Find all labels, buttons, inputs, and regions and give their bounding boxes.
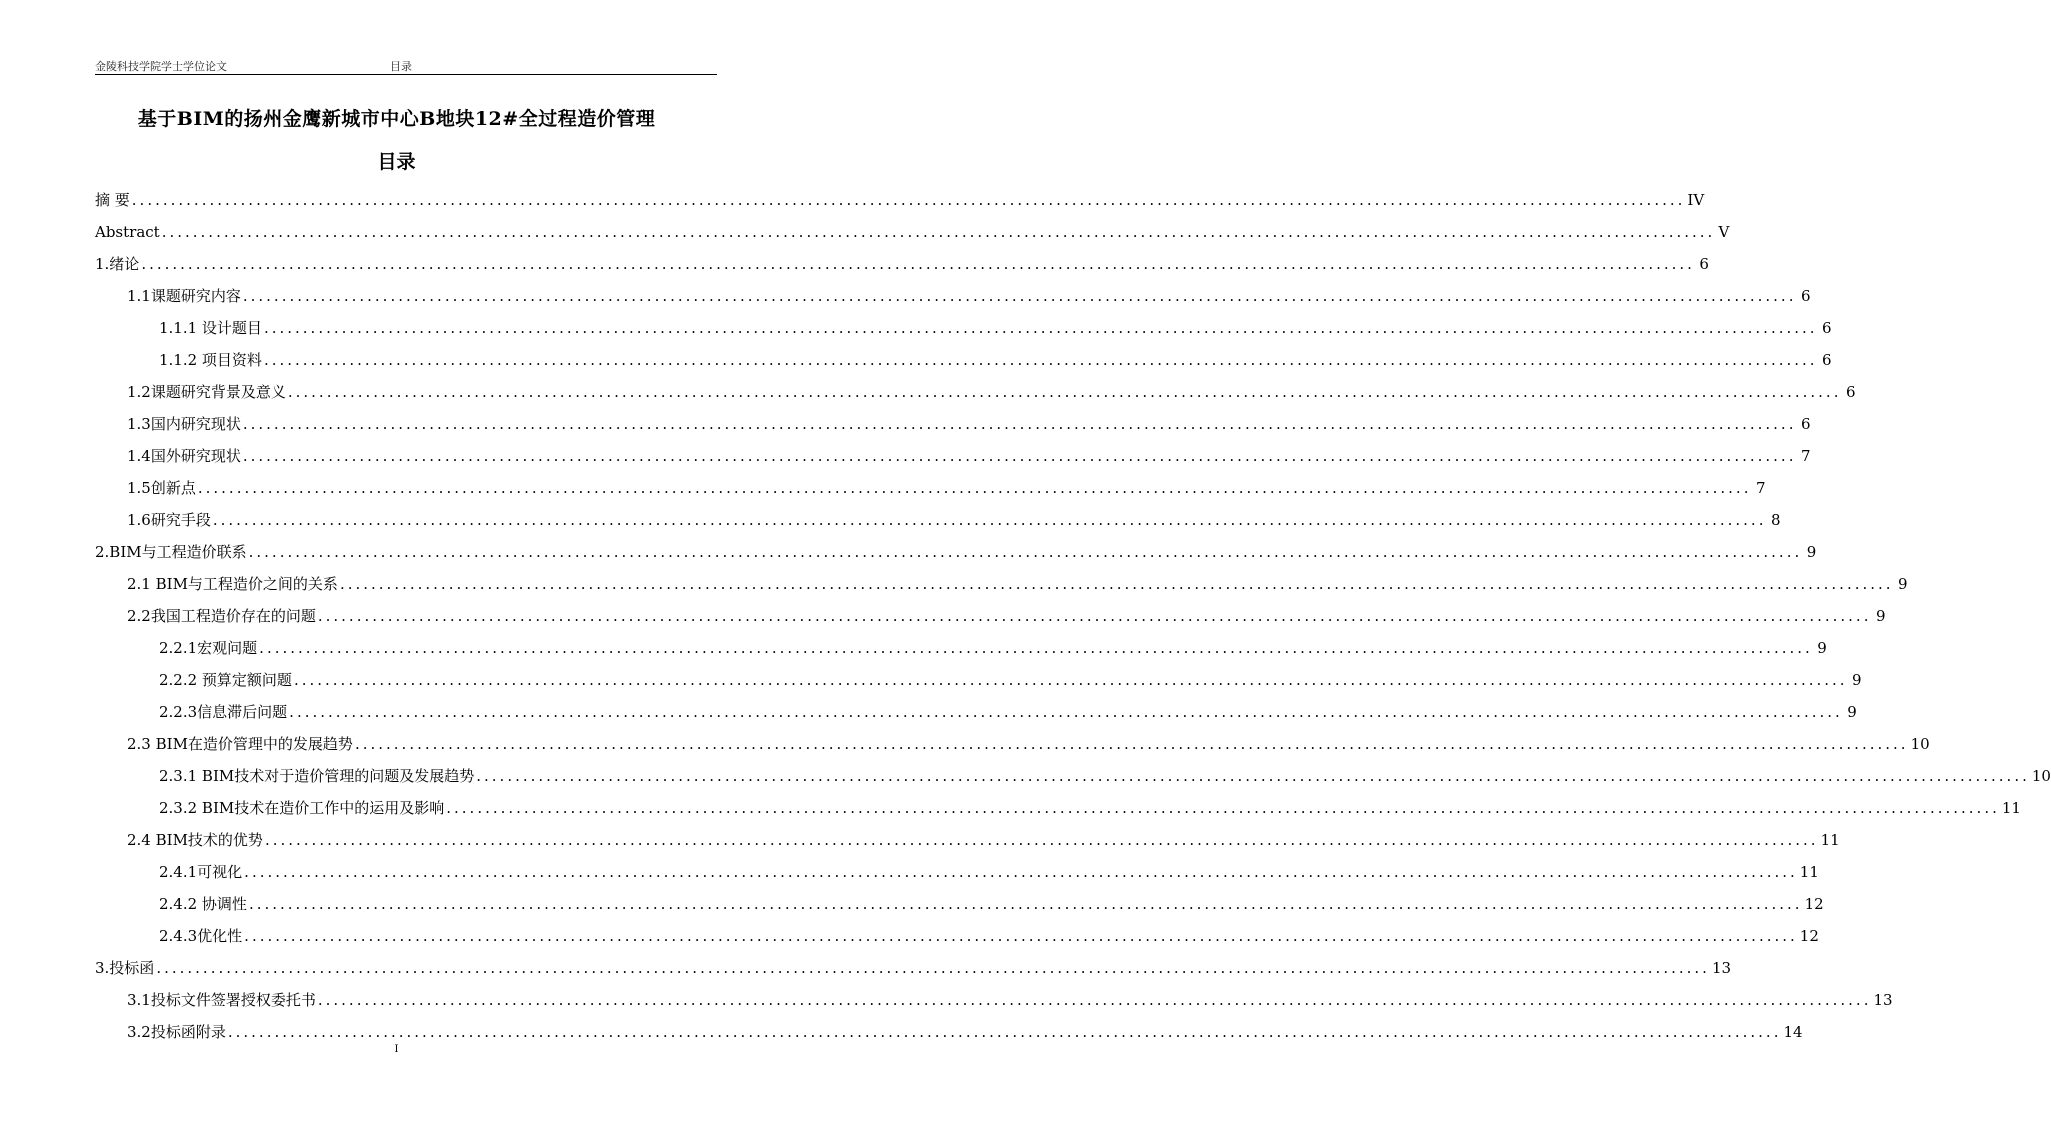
toc-dot-leader: ........................................................................................................................................................................................................: [287, 383, 1842, 401]
toc-entry[interactable]: [95, 248, 1709, 280]
toc-dot-leader: ........................................................................................................................................................................................................: [197, 479, 1752, 497]
toc-entry[interactable]: [95, 344, 1832, 376]
toc-entry-page: 9: [1806, 543, 1817, 561]
toc-entry-page: 10: [2031, 767, 2051, 785]
toc-dot-leader: ........................................................................................................................................................................................................: [244, 927, 1798, 945]
toc-dot-leader: ........................................................................................................................................................................................................: [242, 415, 1797, 433]
toc-dot-leader: ........................................................................................................................................................................................................: [141, 255, 1695, 273]
toc-entry-label: 1.4国外研究现状: [127, 447, 241, 465]
toc-entry-page: 6: [1822, 319, 1832, 337]
toc-entry-page: 6: [1822, 351, 1832, 369]
toc-entry-page: V: [1718, 223, 1730, 241]
toc-entry-label: 1.1.1 设计题目: [159, 319, 262, 337]
toc-entry-label: 2.3 BIM在造价管理中的发展趋势: [127, 735, 353, 753]
toc-entry-page: 6: [1699, 255, 1709, 273]
toc-entry-label: 2.3.1 BIM技术对于造价管理的问题及发展趋势: [159, 767, 475, 785]
toc-entry[interactable]: [95, 792, 2021, 824]
toc-entry[interactable]: [95, 888, 1824, 920]
toc-dot-leader: ........................................................................................................................................................................................................: [446, 799, 2000, 817]
toc-entry-page: 9: [1875, 607, 1886, 625]
toc-entry-label: 1.2课题研究背景及意义: [127, 383, 286, 401]
toc-entry[interactable]: [95, 600, 1886, 632]
toc-entry-label: 2.4.3优化性: [159, 927, 243, 945]
toc-dot-leader: ........................................................................................................................................................................................................: [244, 863, 1798, 881]
toc-entry[interactable]: [95, 728, 1930, 760]
toc-entry-page: 13: [1711, 959, 1732, 977]
toc-entry[interactable]: [95, 408, 1811, 440]
toc-entry[interactable]: [95, 312, 1832, 344]
toc-entry[interactable]: [95, 856, 1819, 888]
toc-entry-label: 2.BIM与工程造价联系: [95, 543, 247, 561]
toc-dot-leader: ........................................................................................................................................................................................................: [263, 351, 1818, 369]
toc-entry[interactable]: [95, 920, 1819, 952]
toc-entry-label: 摘 要: [95, 191, 130, 209]
document-title: 基于BIM的扬州金鹰新城市中心B地块12#全过程造价管理: [137, 108, 656, 130]
toc-dot-leader: ........................................................................................................................................................................................................: [242, 287, 1797, 305]
table-of-contents: [95, 184, 2051, 1048]
toc-entry-label: 2.4 BIM技术的优势: [127, 831, 263, 849]
toc-entry-page: 9: [1898, 575, 1908, 593]
page-header: [95, 56, 717, 75]
toc-entry-page: 7: [1755, 479, 1766, 497]
toc-dot-leader: ........................................................................................................................................................................................................: [289, 703, 1843, 721]
toc-entry[interactable]: [95, 440, 1811, 472]
toc-dot-leader: ........................................................................................................................................................................................................: [248, 895, 1803, 913]
toc-entry-page: 10: [1910, 735, 1930, 753]
toc-entry[interactable]: [95, 952, 1732, 984]
toc-entry-page: 11: [2001, 799, 2021, 817]
toc-dot-leader: ........................................................................................................................................................................................................: [476, 767, 2030, 785]
toc-entry[interactable]: [95, 376, 1856, 408]
page-number: I: [394, 1044, 399, 1055]
toc-entry[interactable]: [95, 696, 1857, 728]
toc-entry-label: 3.1投标文件签署授权委托书: [127, 991, 316, 1009]
toc-entry-page: 14: [1783, 1023, 1803, 1041]
toc-entry-page: 6: [1800, 415, 1811, 433]
toc-entry-label: Abstract: [95, 223, 160, 241]
toc-entry-page: 9: [1817, 639, 1827, 657]
toc-entry[interactable]: [95, 632, 1827, 664]
toc-entry-page: 7: [1800, 447, 1811, 465]
toc-entry[interactable]: [95, 824, 1840, 856]
toc-dot-leader: ........................................................................................................................................................................................................: [212, 511, 1767, 529]
toc-dot-leader: ........................................................................................................................................................................................................: [264, 831, 1819, 849]
toc-entry-label: 2.4.1可视化: [159, 863, 243, 881]
toc-dot-leader: ........................................................................................................................................................................................................: [339, 575, 1894, 593]
toc-dot-leader: ........................................................................................................................................................................................................: [242, 447, 1797, 465]
toc-entry-page: 6: [1800, 287, 1811, 305]
toc-entry-label: 2.2.2 预算定额问题: [159, 671, 292, 689]
toc-entry-page: 12: [1804, 895, 1824, 913]
toc-entry-label: 2.2.1宏观问题: [159, 639, 258, 657]
toc-entry-page: 11: [1820, 831, 1840, 849]
toc-dot-leader: ........................................................................................................................................................................................................: [248, 543, 1803, 561]
toc-entry[interactable]: [95, 760, 2051, 792]
toc-entry-page: 12: [1799, 927, 1819, 945]
toc-entry-label: 3.2投标函附录: [127, 1023, 226, 1041]
toc-dot-leader: ........................................................................................................................................................................................................: [263, 319, 1818, 337]
toc-entry-label: 2.3.2 BIM技术在造价工作中的运用及影响: [159, 799, 445, 817]
toc-dot-leader: ........................................................................................................................................................................................................: [259, 639, 1813, 657]
toc-entry[interactable]: [95, 504, 1781, 536]
toc-dot-leader: ........................................................................................................................................................................................................: [317, 991, 1872, 1009]
toc-dot-leader: ........................................................................................................................................................................................................: [317, 607, 1872, 625]
toc-entry-label: 1.1课题研究内容: [127, 287, 241, 305]
toc-dot-leader: ........................................................................................................................................................................................................: [156, 959, 1710, 977]
toc-entry-label: 1.1.2 项目资料: [159, 351, 262, 369]
toc-entry-label: 1.3国内研究现状: [127, 415, 241, 433]
header-institution: 金陵科技学院学士学位论文: [95, 60, 227, 73]
toc-dot-leader: ........................................................................................................................................................................................................: [161, 223, 1716, 241]
toc-entry[interactable]: [95, 536, 1817, 568]
toc-entry-page: 6: [1845, 383, 1856, 401]
toc-entry[interactable]: [95, 472, 1766, 504]
toc-dot-leader: ........................................................................................................................................................................................................: [131, 191, 1686, 209]
toc-entry-page: 11: [1799, 863, 1819, 881]
toc-entry[interactable]: [95, 664, 1862, 696]
toc-entry[interactable]: [95, 280, 1811, 312]
toc-entry-label: 1.绪论: [95, 255, 140, 273]
toc-entry-label: 1.5创新点: [127, 479, 196, 497]
toc-dot-leader: ........................................................................................................................................................................................................: [227, 1023, 1782, 1041]
toc-entry[interactable]: [95, 984, 1893, 1016]
toc-entry-page: 13: [1873, 991, 1893, 1009]
toc-entry-label: 1.6研究手段: [127, 511, 211, 529]
toc-entry[interactable]: [95, 184, 1705, 216]
toc-entry[interactable]: [95, 216, 1730, 248]
toc-dot-leader: ........................................................................................................................................................................................................: [354, 735, 1909, 753]
toc-entry-page: 9: [1852, 671, 1862, 689]
toc-dot-leader: ........................................................................................................................................................................................................: [293, 671, 1848, 689]
toc-entry-label: 2.2我国工程造价存在的问题: [127, 607, 316, 625]
toc-entry[interactable]: [95, 568, 1908, 600]
toc-entry-page: 8: [1770, 511, 1781, 529]
header-section: 目录: [390, 60, 412, 73]
toc-entry-page: 9: [1847, 703, 1857, 721]
toc-entry-label: 2.1 BIM与工程造价之间的关系: [127, 575, 338, 593]
toc-entry-page: IV: [1687, 191, 1705, 209]
toc-entry-label: 2.4.2 协调性: [159, 895, 247, 913]
toc-entry-label: 3.投标函: [95, 959, 155, 977]
toc-heading: 目录: [377, 151, 416, 173]
toc-entry-label: 2.2.3信息滞后问题: [159, 703, 288, 721]
